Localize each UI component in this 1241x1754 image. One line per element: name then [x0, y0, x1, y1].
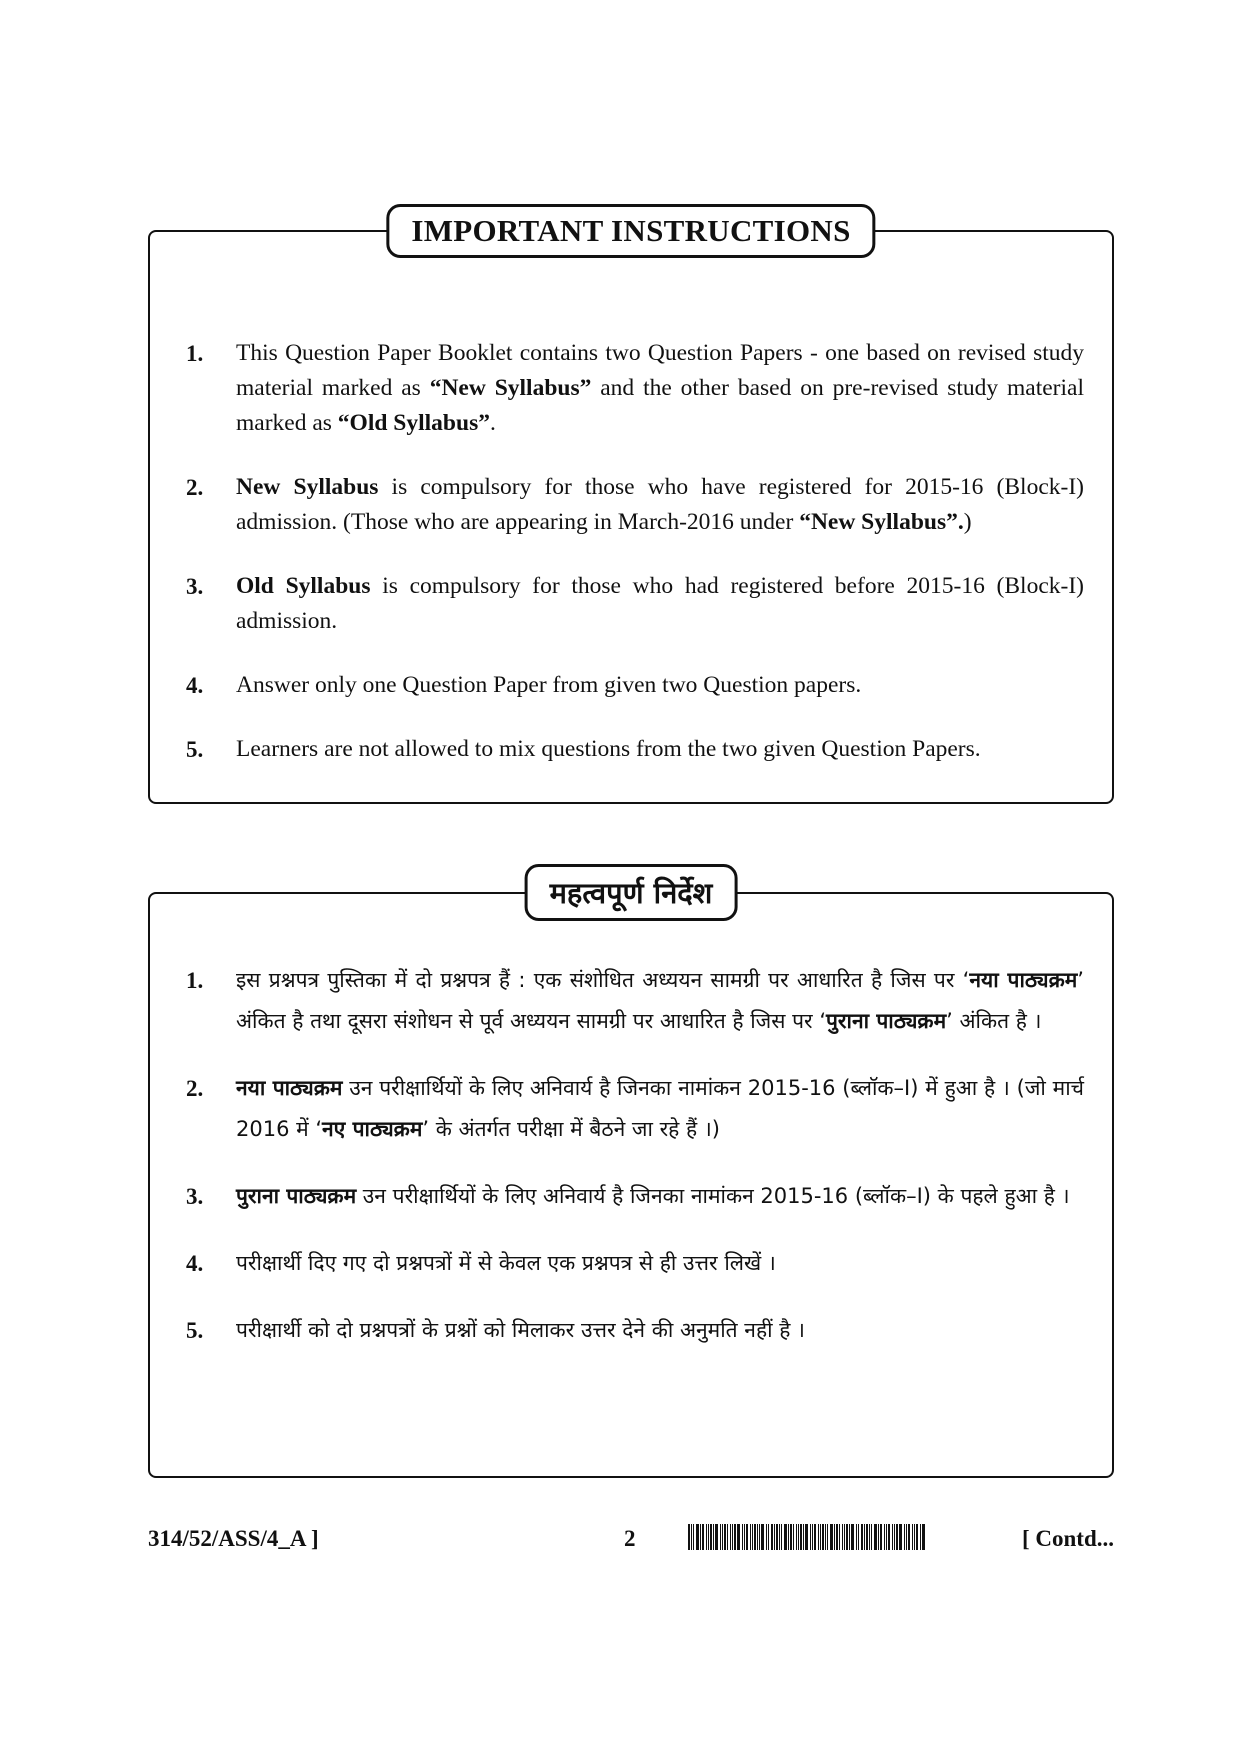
barcode-bar — [818, 1524, 819, 1550]
barcode-bar — [830, 1524, 833, 1550]
barcode-bar — [691, 1524, 692, 1550]
barcode-bar — [916, 1524, 918, 1550]
barcode-bar — [774, 1524, 775, 1550]
instruction-text-run: is compulsory for those who have registered for 2015-16 (Block-I) admission. (Those who are appearing in March-2016 under — [236, 474, 1084, 535]
paper-code: 314/52/ASS/4_A ] — [148, 1526, 319, 1551]
instruction-emphasis: “New Syllabus”. — [799, 509, 964, 535]
barcode-bar — [732, 1524, 733, 1550]
instruction-text — [236, 470, 1084, 540]
barcode-bar — [744, 1524, 745, 1550]
instruction-text — [236, 960, 1084, 1042]
instruction-text-run: Learners are not allowed to mix questions from the two given Question Papers. — [236, 736, 981, 762]
instruction-number: 3. — [186, 574, 204, 599]
barcode-bar — [793, 1524, 794, 1550]
barcode-bar — [696, 1524, 699, 1550]
instruction-text-run: Answer only one Question Paper from given two Question papers. — [236, 672, 862, 698]
barcode-bar — [781, 1524, 782, 1550]
barcode-bar — [894, 1524, 895, 1550]
barcode-bar — [754, 1524, 756, 1550]
barcode-bar — [722, 1524, 723, 1550]
barcode-bar — [788, 1524, 789, 1550]
instruction-text — [236, 732, 1084, 767]
instruction-text-run: परीक्षार्थी को दो प्रश्नपत्रों के प्रश्नों को मिलाकर उत्तर देने की अनुमति नहीं है । — [236, 1318, 805, 1342]
instruction-number: 5. — [186, 737, 204, 762]
instruction-emphasis: New Syllabus — [236, 474, 379, 500]
barcode-bar — [834, 1524, 835, 1550]
barcode-bar — [920, 1524, 921, 1550]
barcode-bar — [820, 1524, 821, 1550]
barcode-bar — [746, 1524, 748, 1550]
barcode-bar — [766, 1524, 767, 1550]
barcode-bar — [759, 1524, 760, 1550]
instruction-text-run: परीक्षार्थी दिए गए दो प्रश्नपत्रों में से केवल एक प्रश्नपत्र से ही उत्तर लिखें । — [236, 1251, 776, 1275]
barcode-bar — [896, 1524, 898, 1550]
barcode-bar — [899, 1524, 902, 1550]
instruction-item — [180, 960, 1084, 1042]
english-instructions-list — [180, 336, 1084, 796]
barcode-bar — [878, 1524, 879, 1550]
instruction-item — [180, 1243, 1084, 1284]
english-instructions-title: IMPORTANT INSTRUCTIONS — [386, 204, 875, 258]
barcode-bar — [750, 1524, 751, 1550]
barcode-bar — [842, 1524, 843, 1550]
instruction-emphasis: पुराना पाठ्यक्रम — [236, 1184, 357, 1208]
instruction-text-run: . — [489, 410, 496, 436]
barcode-bar — [849, 1524, 850, 1550]
barcode-bar — [846, 1524, 848, 1550]
instruction-text — [236, 1176, 1084, 1217]
barcode-bar — [836, 1524, 838, 1550]
instruction-item — [180, 1176, 1084, 1217]
english-instructions-box — [148, 213, 1114, 804]
barcode-bar — [752, 1524, 753, 1550]
barcode-bar — [892, 1524, 893, 1550]
barcode-bar — [906, 1524, 907, 1550]
barcode-bar — [871, 1524, 872, 1550]
barcode-bar — [805, 1524, 808, 1550]
instruction-item — [180, 470, 1084, 540]
barcode-bar — [796, 1524, 797, 1550]
barcode-icon — [688, 1524, 990, 1550]
barcode-bar — [844, 1524, 845, 1550]
instruction-emphasis: नए पाठ्यक्रम — [322, 1117, 423, 1141]
barcode-bar — [839, 1524, 840, 1550]
instruction-text-run: ) — [963, 509, 972, 535]
barcode-bar — [771, 1524, 773, 1550]
instruction-text-run: ’ अंकित है । — [946, 1009, 1042, 1033]
page-number: 2 — [624, 1526, 636, 1551]
barcode-bar — [742, 1524, 743, 1550]
instruction-number: 1. — [186, 341, 204, 366]
barcode-bar — [713, 1524, 714, 1550]
hindi-instructions-list — [180, 960, 1084, 1377]
instruction-emphasis: “Old Syllabus” — [337, 410, 490, 436]
barcode-bar — [851, 1524, 854, 1550]
instruction-text — [236, 569, 1084, 639]
barcode-bar — [761, 1524, 764, 1550]
barcode-bar — [779, 1524, 780, 1550]
barcode-bar — [768, 1524, 769, 1550]
barcode-bar — [710, 1524, 712, 1550]
instruction-text — [236, 336, 1084, 441]
barcode-bar — [730, 1524, 731, 1550]
instruction-emphasis: “New Syllabus” — [429, 375, 592, 401]
barcode-bar — [798, 1524, 799, 1550]
instruction-text-run: इस प्रश्नपत्र पुस्तिका में दो प्रश्नपत्र हैं : एक संशोधित अध्ययन सामग्री पर आधारित है जिस पर ‘ — [236, 968, 970, 992]
barcode-bar — [864, 1524, 865, 1550]
barcode-bar — [814, 1524, 816, 1550]
barcode-bar — [800, 1524, 802, 1550]
barcode-bar — [856, 1524, 857, 1550]
barcode-bar — [706, 1524, 707, 1550]
instruction-number: 4. — [186, 1251, 204, 1276]
barcode-bar — [922, 1524, 925, 1550]
instruction-number: 3. — [186, 1184, 204, 1209]
barcode-bar — [757, 1524, 758, 1550]
instruction-number: 1. — [186, 968, 204, 993]
instruction-number: 2. — [186, 1076, 204, 1101]
barcode-bar — [810, 1524, 811, 1550]
barcode-bar — [693, 1524, 694, 1550]
barcode-bar — [886, 1524, 887, 1550]
hindi-instructions-title: महत्वपूर्ण निर्देश — [525, 864, 738, 921]
barcode-bar — [822, 1524, 824, 1550]
instruction-text-run: ’ के अंतर्गत परीक्षा में बैठने जा रहे हैं ।) — [422, 1117, 720, 1141]
instruction-text-run: is compulsory for those who had registered before 2015-16 (Block-I) admission. — [236, 573, 1084, 634]
instruction-item — [180, 336, 1084, 441]
instruction-emphasis: नया पाठ्यक्रम — [236, 1076, 343, 1100]
instruction-emphasis: नया पाठ्यक्रम — [969, 968, 1078, 992]
instruction-number: 2. — [186, 475, 204, 500]
barcode-bar — [702, 1524, 704, 1550]
barcode-bar — [908, 1524, 910, 1550]
barcode-bar — [803, 1524, 804, 1550]
barcode-bar — [688, 1524, 690, 1550]
instruction-text-run: ’ अंकित है तथा दूसरा संशोधन से पूर्व अध्ययन सामग्री पर आधारित है जिस पर ‘ — [236, 968, 1084, 1033]
barcode-bar — [737, 1524, 740, 1550]
instruction-text — [236, 1310, 1084, 1351]
barcode-bar — [861, 1524, 863, 1550]
continued-label: [ Contd... — [1021, 1526, 1114, 1551]
barcode-bar — [827, 1524, 828, 1550]
barcode-bar — [734, 1524, 736, 1550]
instruction-text — [236, 1068, 1084, 1150]
barcode-bar — [912, 1524, 913, 1550]
barcode-bar — [825, 1524, 826, 1550]
instruction-text-run: उन परीक्षार्थियों के लिए अनिवार्य है जिनका नामांकन 2015-16 (ब्लॉक–I) के पहले हुआ है । — [356, 1184, 1070, 1208]
hindi-instructions-box — [148, 876, 1114, 1478]
instruction-text — [236, 668, 1084, 703]
instruction-item — [180, 569, 1084, 639]
barcode-bar — [715, 1524, 718, 1550]
barcode-bar — [720, 1524, 721, 1550]
instruction-text-run: उन परीक्षार्थियों के लिए अनिवार्य है जिनका नामांकन 2015-16 (ब्लॉक–I) में हुआ है । (जो मार्च 2016 में ‘ — [236, 1076, 1084, 1141]
instruction-text — [236, 1243, 1084, 1284]
instruction-number: 5. — [186, 1318, 204, 1343]
barcode-bar — [858, 1524, 859, 1550]
barcode-bar — [914, 1524, 915, 1550]
instruction-text-run: and the other based on pre-revised study material marked as — [236, 375, 1084, 436]
barcode-bar — [784, 1524, 787, 1550]
instruction-emphasis: पुराना पाठ्यक्रम — [826, 1009, 947, 1033]
page-footer — [148, 1524, 1114, 1558]
instruction-text-run: This Question Paper Booklet contains two Question Papers - one based on revised study material marked as — [236, 340, 1084, 401]
barcode-bar — [888, 1524, 890, 1550]
barcode-bar — [776, 1524, 778, 1550]
barcode-bar — [874, 1524, 877, 1550]
instruction-emphasis: Old Syllabus — [236, 573, 371, 599]
barcode-bar — [869, 1524, 870, 1550]
instruction-item — [180, 732, 1084, 767]
barcode-bar — [724, 1524, 726, 1550]
barcode-bar — [812, 1524, 813, 1550]
barcode-bar — [880, 1524, 882, 1550]
barcode-bar — [708, 1524, 709, 1550]
barcode-bar — [904, 1524, 905, 1550]
barcode-bar — [866, 1524, 868, 1550]
instruction-item — [180, 668, 1084, 703]
instruction-item — [180, 1310, 1084, 1351]
instruction-number: 4. — [186, 673, 204, 698]
barcode-bar — [884, 1524, 885, 1550]
instruction-item — [180, 1068, 1084, 1150]
barcode-bar — [790, 1524, 792, 1550]
barcode-bar — [727, 1524, 728, 1550]
barcode-bar — [700, 1524, 701, 1550]
